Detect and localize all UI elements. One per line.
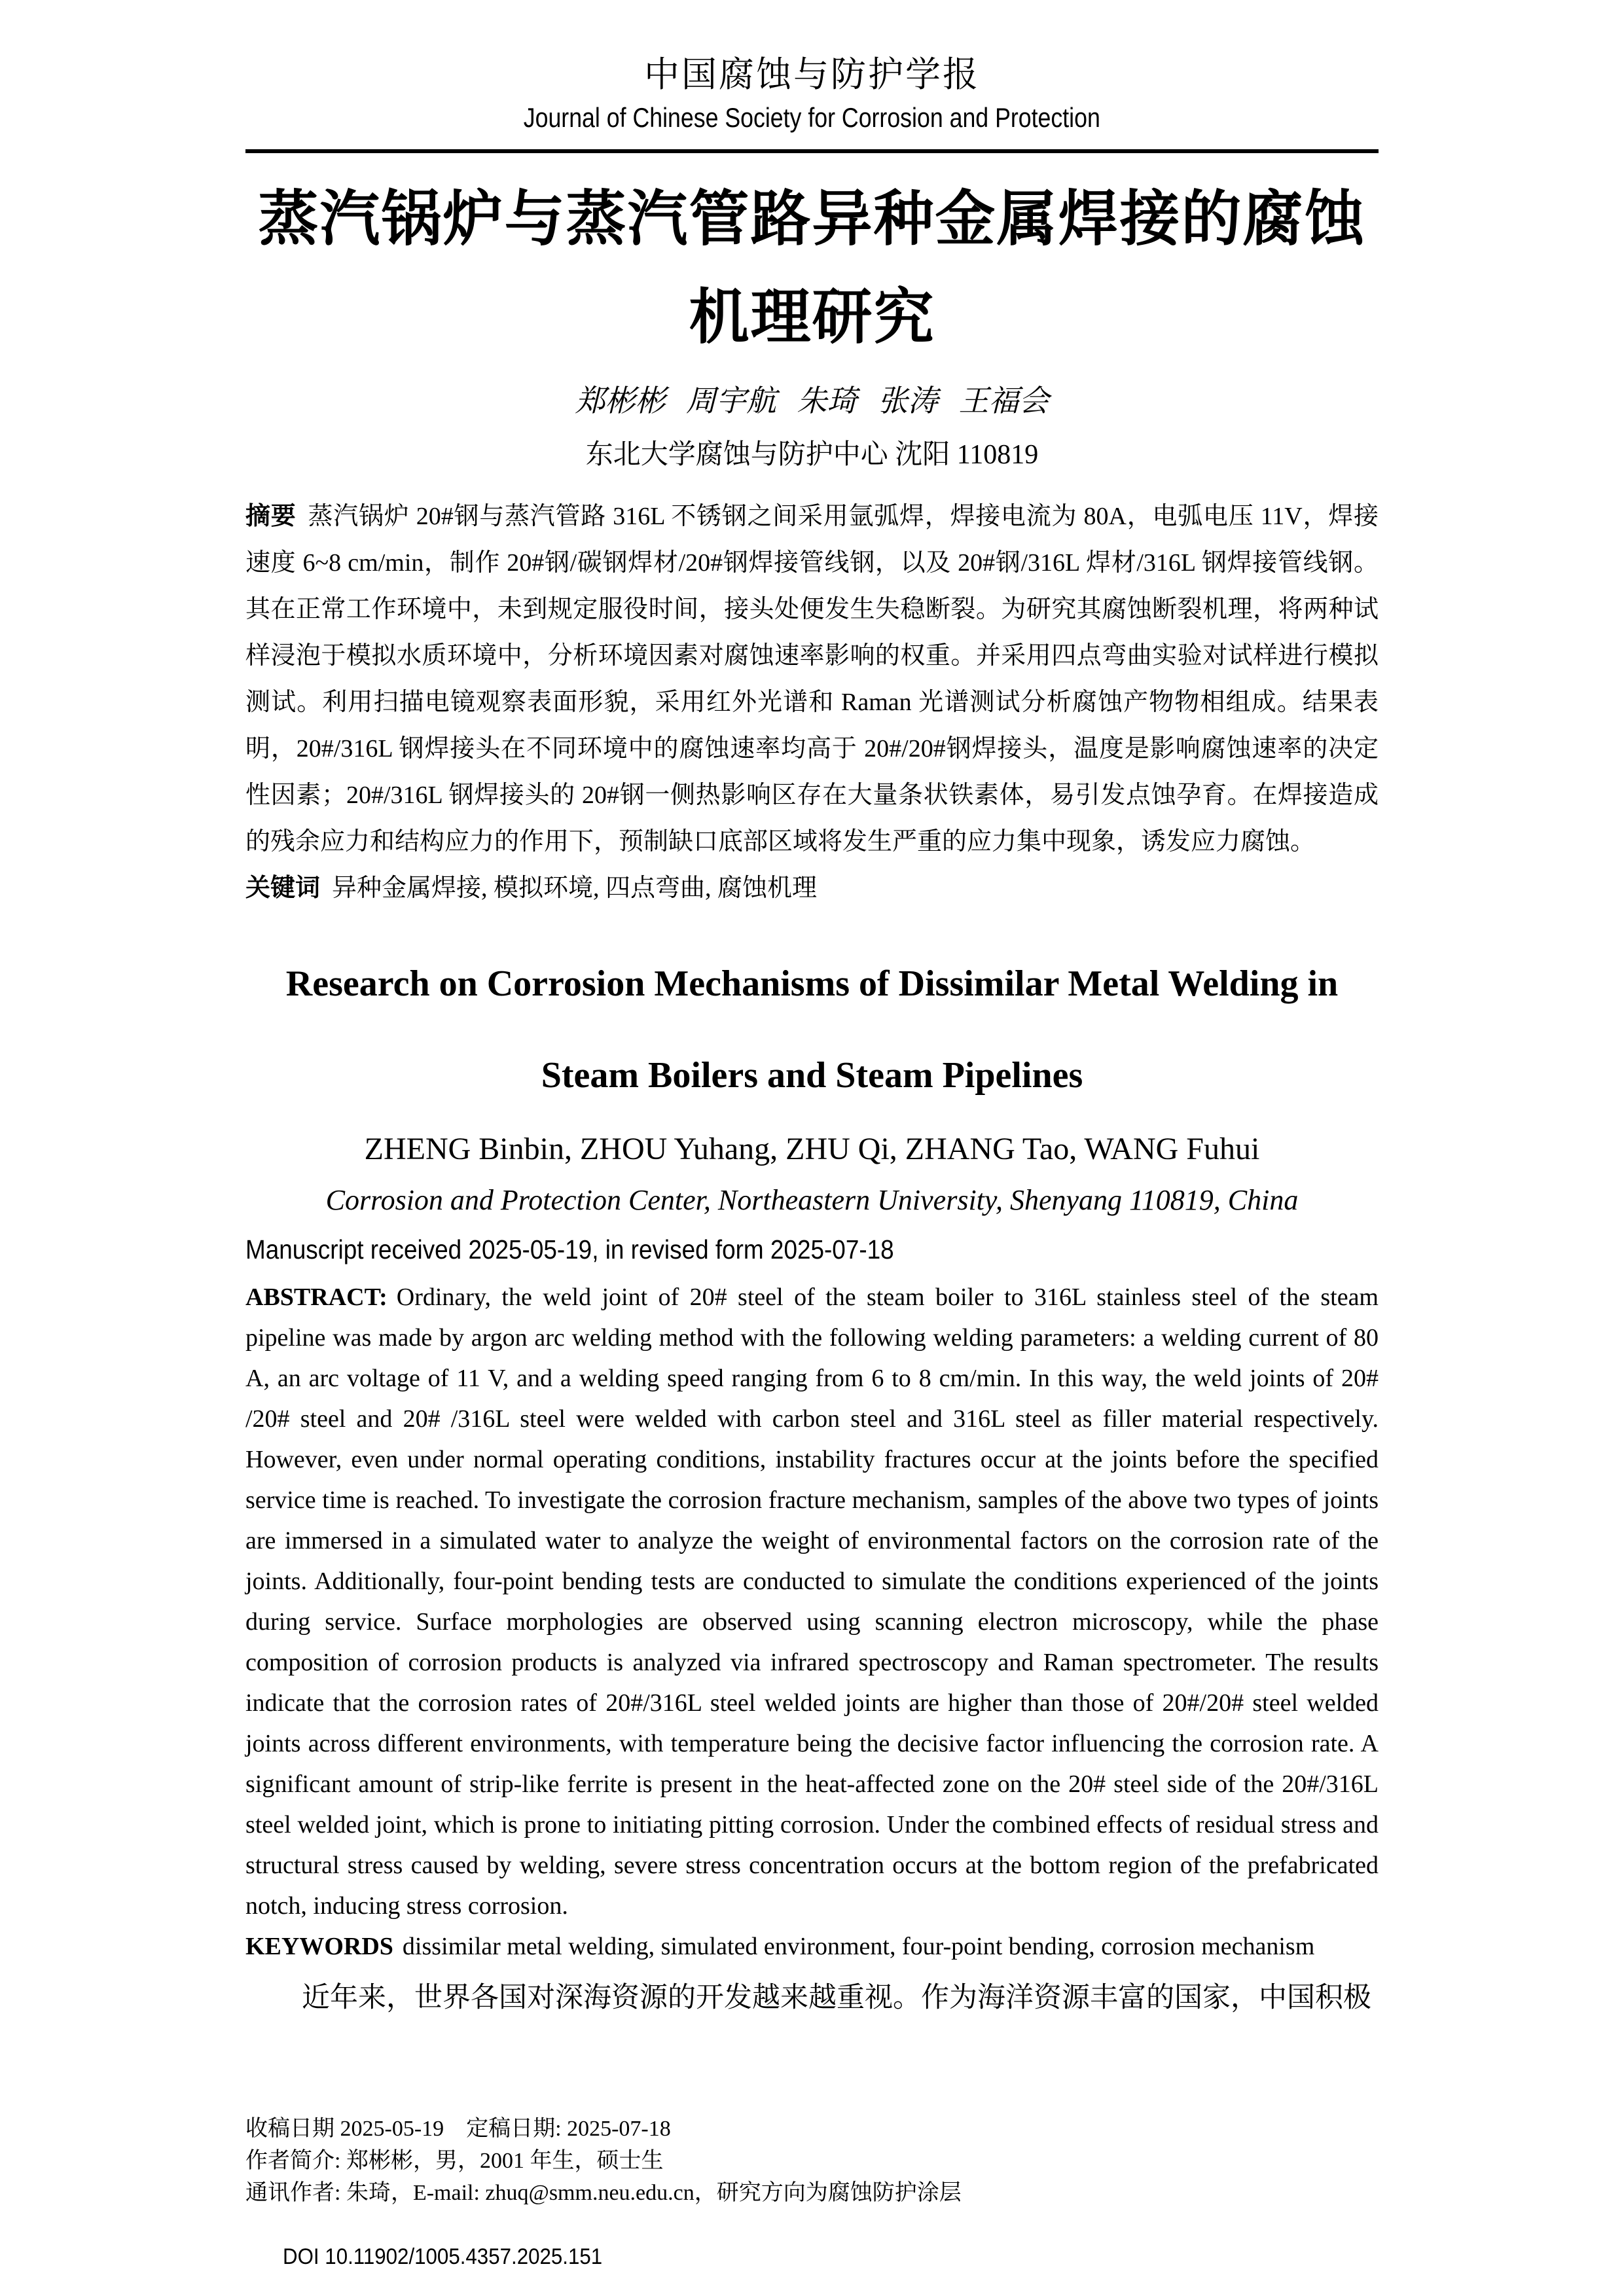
manuscript-dates-text: Manuscript received 2025-05-19, in revised form 2025-07-18: [245, 1234, 894, 1265]
article-title-en: [245, 938, 1379, 1121]
footnote-received-date: 收稿日期 2025-05-19 定稿日期: 2025-07-18: [245, 2117, 671, 2141]
authors-en: ZHENG Binbin, ZHOU Yuhang, ZHU Qi, ZHANG Tao, WANG Fuhui: [364, 1132, 1260, 1166]
authors-zh: 郑彬彬 周宇航 朱琦 张涛 王福会: [575, 384, 1049, 418]
keywords-en-text: dissimilar metal welding, simulated environment, four-point bending, corrosion mechanism: [402, 1933, 1315, 1960]
affiliation-en: Corrosion and Protection Center, Northeastern University, Shenyang 110819, China: [325, 1184, 1299, 1216]
footnote-corresponding-author: 通讯作者: 朱琦，E-mail: zhuq@smm.neu.edu.cn，研究方向为腐蚀防护涂层: [245, 2181, 962, 2205]
article-title-en-line1: Research on Corrosion Mechanisms of Dissimilar Metal Welding in: [285, 963, 1339, 1004]
abstract-en-label: ABSTRACT:: [245, 1283, 388, 1311]
abstract-zh-label: 摘要: [245, 503, 297, 530]
header-divider: [245, 149, 1379, 153]
keywords-zh-label: 关键词: [245, 874, 321, 902]
abstract-zh-text: 蒸汽锅炉 20#钢与蒸汽管路 316L 不锈钢之间采用氩弧焊，焊接电流为 80A，电弧电压 11V，焊接速度 6~8 cm/min，制作 20#钢/碳钢焊材/20#钢焊接管线钢，以及 20#钢/316L 焊材/316L 钢焊接管线钢。其在正常工作环境中，未到规定服役时间，接头处便发生失稳断裂。为研究其腐蚀断裂机理，将两种试样浸泡于模拟水质环境中，分析环境因素对腐蚀速率影响的权重。并采用四点弯曲实验对试样进行模拟测试。利用扫描电镜观察表面形貌，采用红外光谱和 Raman 光谱测试分析腐蚀产物物相组成。结果表明，20#/316L 钢焊接头在不同环境中的腐蚀速率均高于 20#/20#钢焊接头，温度是影响腐蚀速率的决定性因素；20#/316L 钢焊接头的 20#钢一侧热影响区存在大量条状铁素体，易引发点蚀孕育。在焊接造成的残余应力和结构应力的作用下，预制缺口底部区域将发生严重的应力集中现象，诱发应力腐蚀。: [245, 503, 1379, 855]
keywords-en: [245, 1926, 1379, 1967]
footnote-doi: [245, 2209, 1379, 2296]
footnote-author-bio: 作者简介: 郑彬彬，男，2001 年生，硕士生: [245, 2149, 664, 2173]
manuscript-dates: [245, 1232, 1379, 1266]
affiliation-zh: 东北大学腐蚀与防护中心 沈阳 110819: [585, 440, 1039, 470]
article-title-zh-line2: 机理研究: [689, 284, 935, 351]
abstract-en-text: Ordinary, the weld joint of 20# steel of the steam boiler to 316L stainless steel of the steam pipeline was made by argon arc welding method with the following welding parameters: a welding current of 80 A, an arc voltage of 11 V, and a welding speed ranging from 6 to 8 cm/min. In this way, the weld joints of 20# /20# steel and 20# /316L steel were welded with carbon steel and 316L steel as filler material respectively. However, even under normal operating conditions, instability fractures occur at the joints before the specified service time is reached. To investigate the corrosion fracture mechanism, samples of the above two types of joints are immersed in a simulated water to analyze the weight of environmental factors on the corrosion rate of the joints. Additionally, four-point bending tests are conducted to simulate the conditions experienced of the joints during service. Surface morphologies are observed using scanning electron microscopy, while the phase composition of corrosion products is analyzed via infrared spectroscopy and Raman spectrometer. The results indicate that the corrosion rates of 20#/316L steel welded joints are higher than those of 20#/20# steel welded joints across different environments, with temperature being the decisive factor influencing the corrosion rate. A significant amount of strip-like ferrite is present in the heat-affected zone on the 20# steel side of the 20#/316L steel welded joint, which is prone to initiating pitting corrosion. Under the combined effects of residual stress and structural stress caused by welding, severe stress concentration occurs at the bottom region of the prefabricated notch, inducing stress corrosion.: [245, 1283, 1379, 1920]
page-content: [245, 0, 1379, 2022]
article-title-zh: [245, 170, 1379, 367]
journal-name-en: [245, 102, 1379, 134]
article-title-zh-line1: 蒸汽锅炉与蒸汽管路异种金属焊接的腐蚀: [258, 186, 1366, 253]
abstract-zh: [245, 493, 1379, 865]
journal-name-en-text: Journal of Chinese Society for Corrosion and Protection: [523, 102, 1101, 133]
footnote-doi-text: DOI 10.11902/1005.4357.2025.151: [282, 2244, 602, 2269]
abstract-en: [245, 1277, 1379, 1926]
body-first-paragraph: 近年来，世界各国对深海资源的开发越来越重视。作为海洋资源丰富的国家，中国积极: [302, 1982, 1371, 2013]
footnote-block: [245, 2113, 1379, 2296]
keywords-zh-text: 异种金属焊接, 模拟环境, 四点弯曲, 腐蚀机理: [332, 874, 818, 902]
keywords-zh: [245, 865, 1379, 912]
article-title-en-line2: Steam Boilers and Steam Pipelines: [541, 1055, 1083, 1096]
journal-name-zh: 中国腐蚀与防护学报: [644, 55, 980, 94]
keywords-en-label: KEYWORDS: [245, 1933, 393, 1960]
